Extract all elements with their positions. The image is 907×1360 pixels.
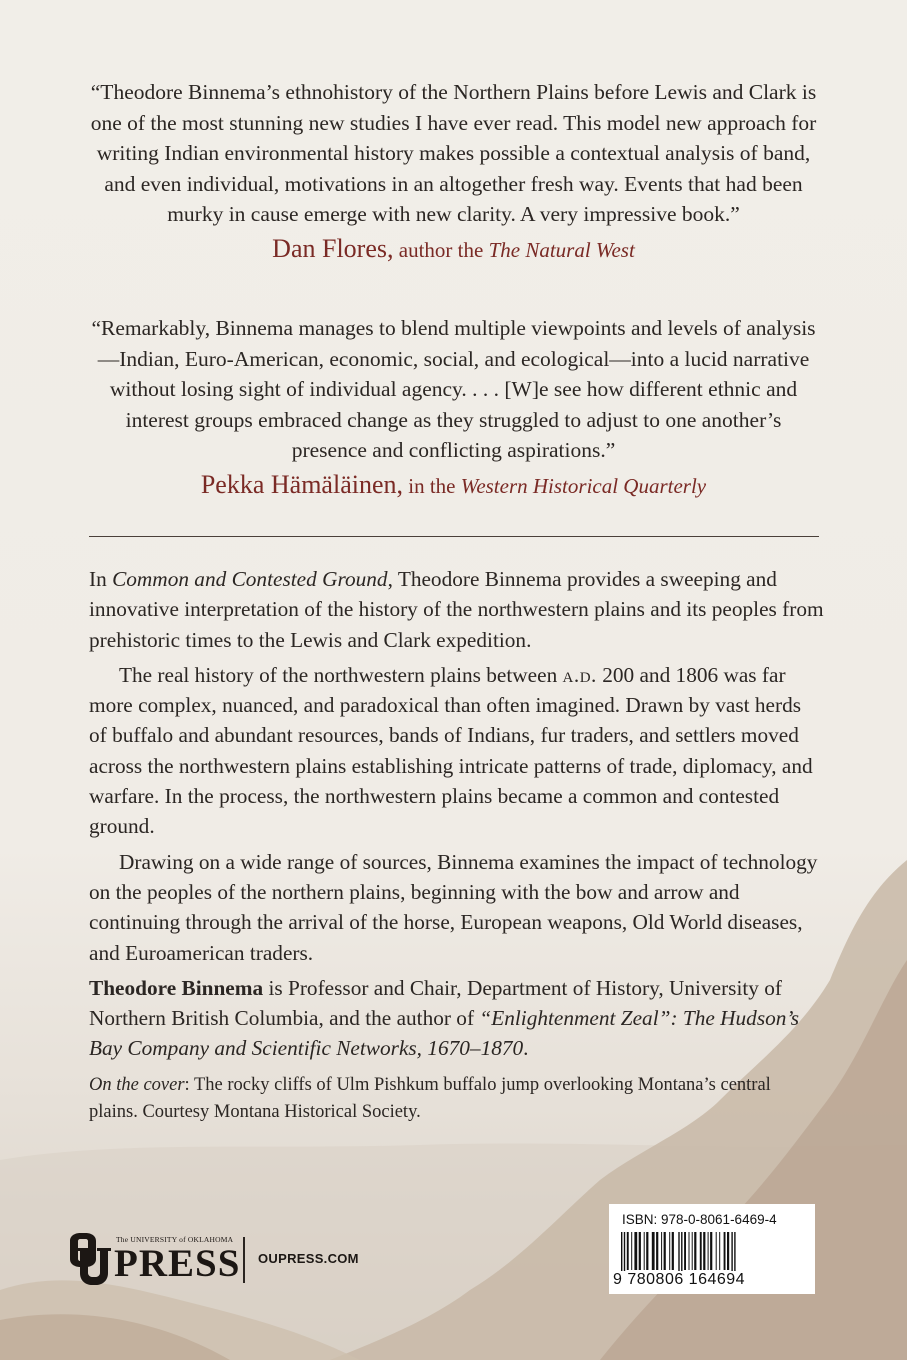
- barcode-bar: [689, 1232, 690, 1270]
- description-paragraph-3: Drawing on a wide range of sources, Binnema examines the impact of technology on the peoples of the northern plains, beginning with the bow and arrow and continuing through the arrival of the horse, European weapons, Old World diseases, and Euroamerican traders.: [89, 849, 818, 965]
- logo-divider: [243, 1237, 245, 1283]
- author-other-book: “Enlightenment Zeal”: The Hudson’s Bay Company and Scientific Networks, 1670–1870: [89, 1006, 800, 1061]
- section-divider: [89, 536, 819, 537]
- isbn-barcode: [609, 1204, 815, 1294]
- publisher-logo: [66, 1233, 366, 1285]
- quote-author: Pekka Hämäläinen,: [200, 469, 403, 499]
- barcode-bar: [644, 1232, 645, 1270]
- barcode-bar: [664, 1232, 666, 1270]
- barcode-digits: 9 780806 164694: [613, 1271, 813, 1289]
- barcode-bar: [639, 1232, 641, 1270]
- quote-attribution: [90, 234, 817, 266]
- isbn-label: ISBN: 978-0-8061-6469-4: [622, 1212, 777, 1227]
- barcode-bar: [672, 1232, 674, 1270]
- barcode-bar: [692, 1232, 693, 1270]
- barcode-bar: [631, 1232, 632, 1270]
- description-text: 200 and 1806 was far more complex, nuanced, and paradoxical than often imagined. Drawn by vast herds of buffalo and abundant resources, bands of Indians, fur traders, and settlers moved across the northwestern plains establishing intricate patterns of trade, diplomacy, and warfare. In the process, the northwestern plains became a common and contested ground.: [89, 662, 813, 839]
- cover-credit: [89, 1072, 824, 1126]
- barcode-bar: [624, 1232, 625, 1276]
- barcode-bar: [719, 1232, 720, 1270]
- university-line: The UNIVERSITY of OKLAHOMA: [116, 1235, 234, 1244]
- barcode-bar: [621, 1232, 622, 1276]
- author-bio: [89, 973, 824, 1064]
- quote-author-role: in the: [403, 473, 461, 498]
- barcode-bar: [681, 1232, 682, 1276]
- era-abbreviation: a.d.: [562, 662, 597, 687]
- description-text: In: [89, 567, 113, 591]
- barcode-bar: [731, 1232, 732, 1276]
- quote-text: “Theodore Binnema’s ethnohistory of the Northern Plains before Lewis and Clark is one of the most stunning new studies I have ever read. This model new approach for writing Indian environmental history makes possible a contextual analysis of band, and even individual, motivations in an altogether fresh way. Events that had been murky in cause emerge with new clarity. A very impressive book.”: [90, 80, 817, 226]
- press-wordmark: PRESS: [114, 1242, 241, 1285]
- quote-text: “Remarkably, Binnema manages to blend multiple viewpoints and levels of analysis—Indian, Euro-American, economic, social, and ecological—into a lucid narrative without losing sight of individual agency. . . . [W]e see how different ethnic and interest groups embraced change as they struggled to adjust to one another’s presence and conflicting aspirations.”: [91, 316, 816, 462]
- barcode-bar: [646, 1232, 648, 1270]
- barcode-bar: [710, 1232, 712, 1270]
- barcode-bars: [617, 1232, 811, 1276]
- barcode-bar: [703, 1232, 705, 1270]
- barcode-bar: [700, 1232, 702, 1270]
- blurb-quote-2: [90, 313, 817, 501]
- description-text: The real history of the northwestern plains between: [119, 662, 563, 687]
- quote-source: The Natural West: [488, 237, 635, 262]
- book-description: [89, 564, 824, 1131]
- cover-credit-text: : The rocky cliffs of Ulm Pishkum buffalo jump overlooking Montana’s central plains. Courtesy Montana Historical Society.: [89, 1074, 771, 1122]
- barcode-bar: [669, 1232, 670, 1270]
- bio-text: is Professor and Chair, Department of History, University of Northern British Columbia, and the author of: [89, 975, 782, 1031]
- barcode-bar: [661, 1232, 662, 1270]
- barcode-bar: [716, 1232, 717, 1270]
- description-paragraph-2: [89, 660, 824, 842]
- barcode-bar: [627, 1232, 629, 1270]
- quote-author: Dan Flores,: [272, 233, 394, 263]
- description-paragraph-1: [89, 564, 824, 655]
- publisher-website: OUPRESS.COM: [258, 1251, 359, 1266]
- barcode-bar: [684, 1232, 686, 1270]
- book-title: Common and Contested Ground: [112, 567, 388, 591]
- bio-text: .: [523, 1036, 529, 1061]
- cover-credit-label: On the cover: [89, 1074, 185, 1095]
- author-name: Theodore Binnema: [89, 975, 264, 1000]
- ou-monogram-icon: [66, 1233, 112, 1285]
- barcode-bar: [724, 1232, 726, 1270]
- barcode-bar: [678, 1232, 679, 1276]
- barcode-bar: [727, 1232, 729, 1270]
- quote-author-role: author the: [393, 237, 489, 262]
- description-text: , Theodore Binnema provides a sweeping and innovative interpretation of the history of the northwestern plains and its peoples from prehistoric times to the Lewis and Clark expedition.: [89, 567, 824, 652]
- barcode-bar: [656, 1232, 658, 1270]
- barcode-bar: [734, 1232, 735, 1276]
- quote-attribution: [90, 470, 817, 502]
- quote-source: Western Historical Quarterly: [460, 473, 707, 498]
- barcode-bar: [708, 1232, 709, 1270]
- blurb-quote-1: [90, 77, 817, 265]
- barcode-bar: [634, 1232, 637, 1270]
- barcode-bar: [694, 1232, 696, 1270]
- barcode-bar: [652, 1232, 655, 1270]
